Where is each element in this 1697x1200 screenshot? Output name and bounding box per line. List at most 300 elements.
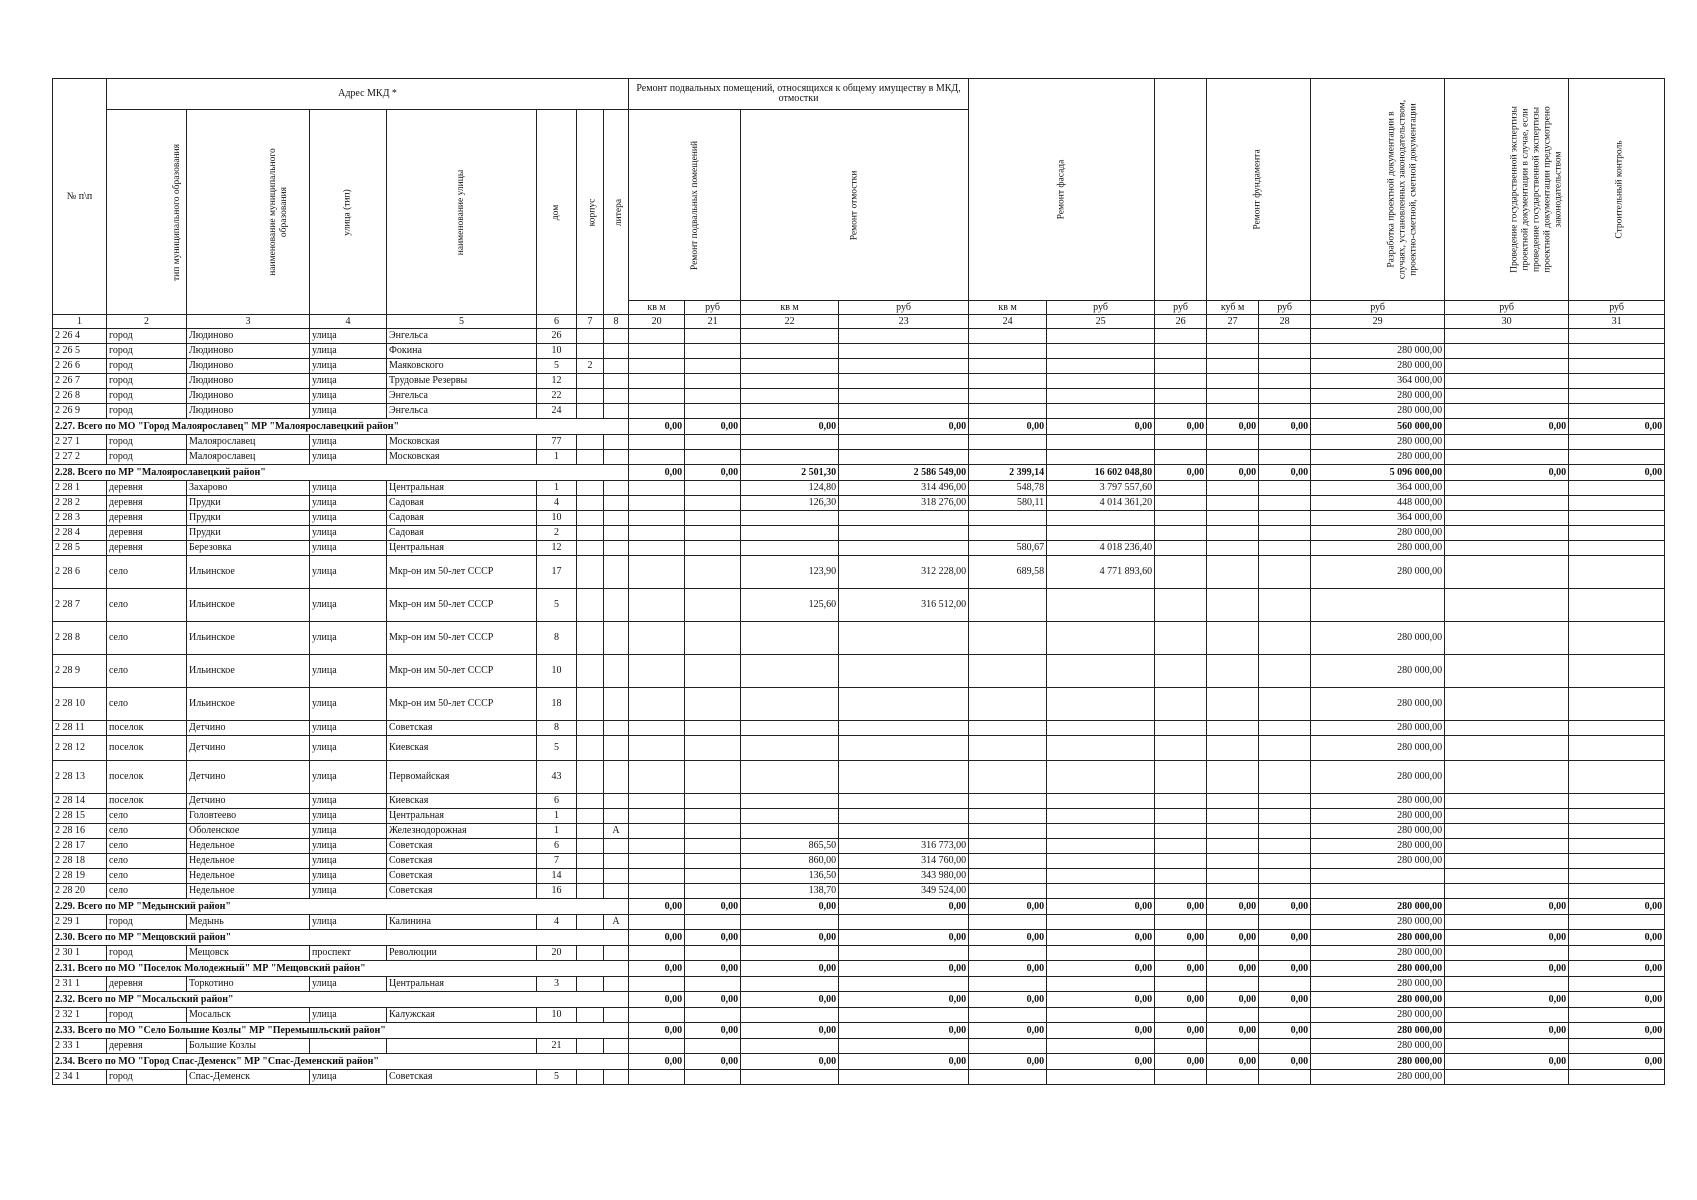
table-row [53, 761, 1665, 794]
table-cell: село [107, 869, 187, 884]
table-cell [577, 809, 604, 824]
table-cell [1445, 344, 1569, 359]
table-cell: Захарово [187, 481, 310, 496]
table-cell: поселок [107, 736, 187, 761]
table-cell [1155, 496, 1207, 511]
table-cell [685, 556, 741, 589]
table-cell [1155, 869, 1207, 884]
table-cell [1259, 915, 1311, 930]
table-cell [1047, 977, 1155, 992]
column-number: 24 [969, 315, 1047, 329]
table-cell: улица [310, 344, 387, 359]
table-cell: 2 28 5 [53, 541, 107, 556]
table-cell [839, 1070, 969, 1085]
table-cell [741, 736, 839, 761]
table-cell [629, 541, 685, 556]
subtotal-value: 0,00 [1259, 1054, 1311, 1070]
table-cell [1207, 404, 1259, 419]
table-cell: Ильинское [187, 655, 310, 688]
subtotal-value: 0,00 [741, 419, 839, 435]
table-cell [1445, 884, 1569, 899]
table-cell [604, 329, 629, 344]
table-cell: улица [310, 526, 387, 541]
table-cell: 2 28 13 [53, 761, 107, 794]
table-cell [1207, 854, 1259, 869]
table-cell [1155, 435, 1207, 450]
table-cell [1569, 589, 1665, 622]
table-cell: улица [310, 809, 387, 824]
subtotal-value: 0,00 [1445, 1023, 1569, 1039]
header-mun-type: тип муниципального образования [107, 110, 187, 315]
table-cell: улица [310, 1070, 387, 1085]
table-cell [1259, 344, 1311, 359]
table-cell [1569, 496, 1665, 511]
subtotal-value: 0,00 [1569, 465, 1665, 481]
table-cell: Ильинское [187, 688, 310, 721]
table-cell [1445, 736, 1569, 761]
table-cell: улица [310, 481, 387, 496]
unit-cell: руб [1569, 301, 1665, 315]
table-cell: 280 000,00 [1311, 794, 1445, 809]
table-cell: Торкотино [187, 977, 310, 992]
subtotal-value: 0,00 [1445, 992, 1569, 1008]
table-cell: улица [310, 511, 387, 526]
table-cell: 2 31 1 [53, 977, 107, 992]
table-cell: 24 [537, 404, 577, 419]
table-cell [741, 1008, 839, 1023]
table-cell [741, 344, 839, 359]
table-cell: 689,58 [969, 556, 1047, 589]
table-cell [1207, 761, 1259, 794]
table-cell [604, 809, 629, 824]
unit-cell: куб м [1207, 301, 1259, 315]
column-number: 2 [107, 315, 187, 329]
table-cell: улица [310, 622, 387, 655]
table-cell [1445, 450, 1569, 465]
table-cell [1207, 655, 1259, 688]
table-cell: 2 28 16 [53, 824, 107, 839]
table-cell: поселок [107, 721, 187, 736]
subtotal-value: 0,00 [1445, 899, 1569, 915]
table-cell [685, 404, 741, 419]
table-cell [604, 1039, 629, 1054]
subtotal-value: 0,00 [1259, 419, 1311, 435]
table-cell: 280 000,00 [1311, 622, 1445, 655]
table-cell: 316 773,00 [839, 839, 969, 854]
table-row [53, 589, 1665, 622]
table-cell [969, 809, 1047, 824]
table-cell [685, 809, 741, 824]
table-cell [1207, 511, 1259, 526]
table-cell [577, 589, 604, 622]
table-cell: 2 26 5 [53, 344, 107, 359]
table-row [53, 824, 1665, 839]
table-cell [1569, 329, 1665, 344]
table-cell: Центральная [387, 809, 537, 824]
table-cell: 548,78 [969, 481, 1047, 496]
table-cell [1569, 809, 1665, 824]
table-cell: Детчино [187, 761, 310, 794]
table-cell [604, 389, 629, 404]
table-cell: улица [310, 556, 387, 589]
unit-cell: руб [1311, 301, 1445, 315]
table-cell [604, 688, 629, 721]
table-cell: улица [310, 839, 387, 854]
table-row [53, 884, 1665, 899]
table-cell [1445, 688, 1569, 721]
table-cell: 10 [537, 511, 577, 526]
table-cell [1259, 359, 1311, 374]
unit-cell: кв м [629, 301, 685, 315]
column-number-row [53, 315, 1665, 329]
table-cell [1445, 329, 1569, 344]
table-cell: 6 [537, 794, 577, 809]
table-cell [1569, 556, 1665, 589]
table-cell: Ильинское [187, 622, 310, 655]
table-cell: село [107, 556, 187, 589]
subtotal-value: 0,00 [629, 465, 685, 481]
table-cell [629, 655, 685, 688]
table-cell [969, 688, 1047, 721]
table-cell [1259, 884, 1311, 899]
subtotal-value: 0,00 [969, 930, 1047, 946]
subtotal-value: 0,00 [1207, 419, 1259, 435]
table-cell: 280 000,00 [1311, 450, 1445, 465]
table-cell: город [107, 404, 187, 419]
subtotal-value: 0,00 [629, 961, 685, 977]
table-cell [1207, 556, 1259, 589]
table-cell [969, 329, 1047, 344]
table-cell [1207, 344, 1259, 359]
table-cell [1047, 589, 1155, 622]
table-cell: 124,80 [741, 481, 839, 496]
table-cell [1207, 1070, 1259, 1085]
table-cell: 2 29 1 [53, 915, 107, 930]
table-cell [604, 794, 629, 809]
table-cell [1047, 721, 1155, 736]
table-cell [577, 1070, 604, 1085]
table-cell [1569, 688, 1665, 721]
table-cell: улица [310, 1008, 387, 1023]
register-sheet [52, 78, 1664, 1085]
table-cell [685, 435, 741, 450]
table-cell: деревня [107, 541, 187, 556]
table-cell [629, 915, 685, 930]
column-number: 30 [1445, 315, 1569, 329]
table-cell [604, 541, 629, 556]
subtotal-value: 0,00 [839, 1054, 969, 1070]
subtotal-value: 2 586 549,00 [839, 465, 969, 481]
header-street-type: улица (тип) [310, 110, 387, 315]
table-cell [839, 511, 969, 526]
table-cell [969, 869, 1047, 884]
table-cell [629, 884, 685, 899]
table-cell [969, 435, 1047, 450]
table-cell: 2 28 10 [53, 688, 107, 721]
table-cell: улица [310, 915, 387, 930]
subtotal-value: 0,00 [1207, 1054, 1259, 1070]
table-cell [577, 389, 604, 404]
table-cell [1207, 526, 1259, 541]
table-cell [1259, 589, 1311, 622]
subtotal-row [53, 992, 1665, 1008]
column-number: 8 [604, 315, 629, 329]
subtotal-value: 0,00 [1155, 1054, 1207, 1070]
column-number: 25 [1047, 315, 1155, 329]
table-cell [741, 915, 839, 930]
table-cell [629, 481, 685, 496]
table-cell: 3 797 557,60 [1047, 481, 1155, 496]
table-cell [1047, 389, 1155, 404]
table-cell: село [107, 655, 187, 688]
table-cell [1445, 824, 1569, 839]
table-cell: 448 000,00 [1311, 496, 1445, 511]
table-cell: Советская [387, 721, 537, 736]
table-cell [1155, 329, 1207, 344]
table-cell [1155, 622, 1207, 655]
table-cell [685, 721, 741, 736]
subtotal-value: 0,00 [1445, 419, 1569, 435]
table-cell [1155, 589, 1207, 622]
table-cell: деревня [107, 1039, 187, 1054]
table-cell: Трудовые Резервы [387, 374, 537, 389]
table-cell: село [107, 854, 187, 869]
table-cell: город [107, 374, 187, 389]
table-cell: село [107, 622, 187, 655]
table-cell [1047, 884, 1155, 899]
subtotal-value: 0,00 [1569, 419, 1665, 435]
table-cell [1155, 526, 1207, 541]
subtotal-value: 16 602 048,80 [1047, 465, 1155, 481]
table-cell [839, 915, 969, 930]
table-cell: Садовая [387, 511, 537, 526]
table-cell [1155, 761, 1207, 794]
table-cell [629, 511, 685, 526]
subtotal-value: 0,00 [741, 899, 839, 915]
header-design: Разработка проектной документации в случаях, установленных законодательством, проектно-сметной, сметной документации [1311, 79, 1445, 301]
table-cell [969, 854, 1047, 869]
table-cell [577, 622, 604, 655]
table-cell [1207, 622, 1259, 655]
table-cell [969, 1039, 1047, 1054]
table-cell [741, 794, 839, 809]
table-cell [839, 1008, 969, 1023]
unit-cell: руб [1259, 301, 1311, 315]
table-cell: А [604, 915, 629, 930]
table-cell [1207, 839, 1259, 854]
table-cell [1259, 389, 1311, 404]
subtotal-value: 0,00 [685, 961, 741, 977]
table-cell: Киевская [387, 794, 537, 809]
table-cell [969, 1008, 1047, 1023]
table-cell [741, 359, 839, 374]
table-cell: 138,70 [741, 884, 839, 899]
table-cell: 580,67 [969, 541, 1047, 556]
table-cell [629, 344, 685, 359]
table-cell: 5 [537, 736, 577, 761]
table-cell: Оболенское [187, 824, 310, 839]
table-cell [1445, 389, 1569, 404]
table-cell [741, 404, 839, 419]
table-cell [685, 884, 741, 899]
table-cell: 5 [537, 589, 577, 622]
table-cell [1047, 736, 1155, 761]
table-row [53, 481, 1665, 496]
table-cell [1259, 450, 1311, 465]
table-cell: улица [310, 824, 387, 839]
table-cell: 4 014 361,20 [1047, 496, 1155, 511]
table-cell: поселок [107, 761, 187, 794]
table-cell: 77 [537, 435, 577, 450]
table-cell [1155, 344, 1207, 359]
subtotal-label: 2.32. Всего по МР "Мосальский район" [53, 992, 629, 1008]
table-row [53, 721, 1665, 736]
table-cell [839, 721, 969, 736]
table-cell [1445, 359, 1569, 374]
table-cell [1155, 721, 1207, 736]
table-row [53, 541, 1665, 556]
table-cell: 280 000,00 [1311, 359, 1445, 374]
table-cell: Фокина [387, 344, 537, 359]
table-cell: 8 [537, 721, 577, 736]
table-cell [604, 854, 629, 869]
table-cell [629, 721, 685, 736]
table-cell: город [107, 1070, 187, 1085]
table-cell [1259, 854, 1311, 869]
table-cell [969, 884, 1047, 899]
table-cell [1207, 794, 1259, 809]
table-cell [685, 915, 741, 930]
subtotal-value: 0,00 [629, 992, 685, 1008]
table-cell: проспект [310, 946, 387, 961]
table-cell: Ильинское [187, 589, 310, 622]
table-cell [577, 435, 604, 450]
table-cell [1207, 329, 1259, 344]
table-cell [387, 1039, 537, 1054]
table-cell [604, 589, 629, 622]
subtotal-value: 0,00 [969, 992, 1047, 1008]
table-cell [1047, 794, 1155, 809]
table-cell [1445, 761, 1569, 794]
table-cell [604, 946, 629, 961]
table-cell [969, 736, 1047, 761]
table-cell [629, 736, 685, 761]
table-cell [604, 496, 629, 511]
table-cell [969, 526, 1047, 541]
table-cell [1569, 511, 1665, 526]
table-cell [1569, 915, 1665, 930]
table-cell [1569, 481, 1665, 496]
table-cell [1155, 655, 1207, 688]
header-korpus: корпус [577, 110, 604, 315]
table-cell [1207, 359, 1259, 374]
column-number: 31 [1569, 315, 1665, 329]
unit-cell: руб [1047, 301, 1155, 315]
table-cell: 2 28 6 [53, 556, 107, 589]
table-cell: 364 000,00 [1311, 511, 1445, 526]
table-cell [1047, 450, 1155, 465]
table-cell: Мосальск [187, 1008, 310, 1023]
table-cell: 2 28 4 [53, 526, 107, 541]
subtotal-value: 280 000,00 [1311, 1054, 1445, 1070]
table-cell: Железнодорожная [387, 824, 537, 839]
table-cell [577, 526, 604, 541]
table-cell [839, 946, 969, 961]
table-cell [1207, 481, 1259, 496]
table-cell: 26 [537, 329, 577, 344]
table-cell [629, 450, 685, 465]
table-cell: 364 000,00 [1311, 374, 1445, 389]
table-cell [969, 839, 1047, 854]
table-row [53, 496, 1665, 511]
subtotal-value: 0,00 [685, 465, 741, 481]
subtotal-value: 0,00 [1445, 961, 1569, 977]
table-cell [969, 915, 1047, 930]
table-cell [839, 526, 969, 541]
table-cell [1155, 824, 1207, 839]
table-cell [839, 1039, 969, 1054]
table-cell [839, 435, 969, 450]
table-cell [629, 329, 685, 344]
table-cell [577, 655, 604, 688]
subtotal-value: 0,00 [839, 1023, 969, 1039]
table-cell: Центральная [387, 481, 537, 496]
table-cell [741, 541, 839, 556]
table-cell [629, 946, 685, 961]
column-number: 3 [187, 315, 310, 329]
table-cell: Большие Козлы [187, 1039, 310, 1054]
table-cell [604, 435, 629, 450]
table-cell: Людиново [187, 374, 310, 389]
table-cell [1445, 655, 1569, 688]
subtotal-value: 280 000,00 [1311, 899, 1445, 915]
table-cell: улица [310, 736, 387, 761]
table-cell [1445, 589, 1569, 622]
table-cell [629, 794, 685, 809]
table-cell: улица [310, 374, 387, 389]
table-cell [1155, 450, 1207, 465]
table-cell [741, 809, 839, 824]
table-cell [1155, 854, 1207, 869]
table-cell [1569, 884, 1665, 899]
table-cell [1259, 1070, 1311, 1085]
table-cell [1047, 809, 1155, 824]
table-cell [1259, 496, 1311, 511]
table-cell [1155, 884, 1207, 899]
table-cell: город [107, 946, 187, 961]
table-cell: село [107, 884, 187, 899]
table-cell [577, 839, 604, 854]
table-cell [1207, 496, 1259, 511]
table-cell [1047, 1039, 1155, 1054]
table-cell [1569, 655, 1665, 688]
table-cell [577, 946, 604, 961]
table-cell: село [107, 809, 187, 824]
table-cell [685, 389, 741, 404]
table-cell: 280 000,00 [1311, 809, 1445, 824]
table-cell [1259, 655, 1311, 688]
table-row [53, 915, 1665, 930]
table-cell [685, 622, 741, 655]
table-cell: Детчино [187, 736, 310, 761]
table-cell: 314 760,00 [839, 854, 969, 869]
table-cell [604, 977, 629, 992]
table-cell: деревня [107, 526, 187, 541]
table-cell [1155, 359, 1207, 374]
header-reinforce [1155, 79, 1207, 301]
table-cell: Недельное [187, 854, 310, 869]
table-cell: 2 28 3 [53, 511, 107, 526]
